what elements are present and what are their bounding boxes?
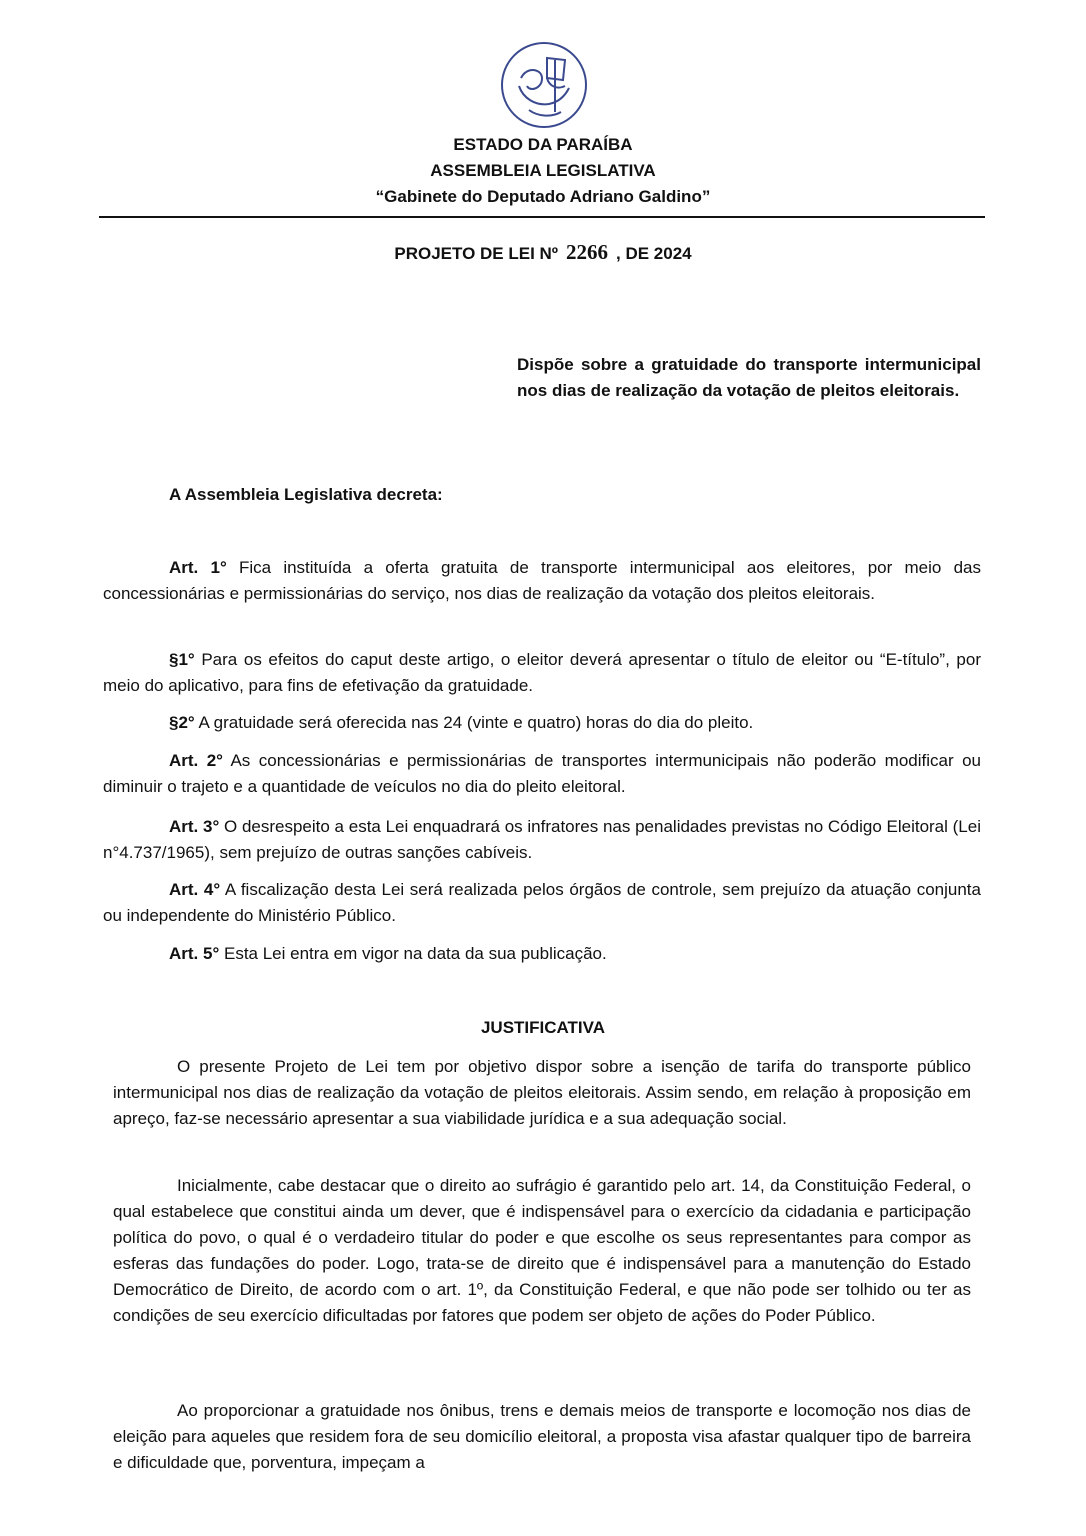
article-4 [103, 877, 981, 929]
article-text: Para os efeitos do caput deste artigo, o eleitor deverá apresentar o título de eleitor ou “E-título”, por meio do aplicativo, para fins de efetivação da gratuidade. [103, 650, 981, 695]
bill-ementa: Dispõe sobre a gratuidade do transporte intermunicipal nos dias de realização da votação de pleitos eleitorais. [517, 355, 981, 400]
justification-paragraph: Ao proporcionar a gratuidade nos ônibus, trens e demais meios de transporte e locomoção nos dias de eleição para aqueles que residem fora de seu domicílio eleitoral, a proposta visa afastar qualquer tipo de barreira e dificuldade que, porventura, impeçam a [113, 1401, 971, 1472]
article-text: O desrespeito a esta Lei enquadrará os infratores nas penalidades previstas no Código Eleitoral (Lei n°4.737/1965), sem prejuízo de outras sanções cabíveis. [103, 817, 981, 862]
article-label: Art. 3° [169, 817, 220, 836]
article-2 [103, 748, 981, 800]
article-text: A gratuidade será oferecida nas 24 (vinte e quatro) horas do dia do pleito. [194, 713, 754, 732]
bill-prefix: PROJETO DE LEI Nº [394, 244, 559, 263]
article-label: §2° [169, 713, 195, 732]
article-text: A fiscalização desta Lei será realizada pelos órgãos de controle, sem prejuízo da atuação conjunta ou independente do Ministério Público. [103, 880, 981, 925]
assembly-emblem-icon [499, 40, 589, 130]
article-label: Art. 4° [169, 880, 221, 899]
paragraph-2 [103, 710, 981, 736]
article-1 [103, 555, 981, 607]
bill-suffix: , DE 2024 [616, 244, 692, 263]
header-state: ESTADO DA PARAÍBA [453, 135, 633, 154]
bill-title [0, 240, 1086, 265]
article-label: Art. 1° [169, 558, 227, 577]
article-label: §1° [169, 650, 195, 669]
article-text: Fica instituída a oferta gratuita de transporte intermunicipal aos eleitores, por meio das concessionárias e permissionárias do serviço, nos dias de realização da votação dos pleitos eleitorais. [103, 558, 981, 603]
article-3 [103, 814, 981, 866]
article-5 [103, 941, 981, 967]
header-assembly: ASSEMBLEIA LEGISLATIVA [430, 161, 656, 180]
article-label: Art. 5° [169, 944, 220, 963]
justification-title: JUSTIFICATIVA [480, 1018, 606, 1037]
header-office: “Gabinete do Deputado Adriano Galdino” [375, 187, 711, 206]
paragraph-1 [103, 647, 981, 699]
justification-paragraph: O presente Projeto de Lei tem por objetivo dispor sobre a isenção de tarifa do transporte público intermunicipal nos dias de realização da votação de pleitos eleitorais. Assim sendo, em relação à proposição em apreço, faz-se necessário apresentar a sua viabilidade jurídica e a sua adequação social. [113, 1057, 971, 1128]
enacting-clause: A Assembleia Legislativa decreta: [169, 485, 443, 504]
article-text: Esta Lei entra em vigor na data da sua publicação. [219, 944, 607, 963]
article-label: Art. 2° [169, 751, 223, 770]
header-divider [99, 216, 985, 218]
bill-number: 2266 [566, 240, 609, 264]
article-text: As concessionárias e permissionárias de transportes intermunicipais não poderão modificar ou diminuir o trajeto e a quantidade de veículos no dia do pleito eleitoral. [103, 751, 981, 796]
justification-paragraph: Inicialmente, cabe destacar que o direito ao sufrágio é garantido pelo art. 14, da Constituição Federal, o qual estabelece que constitui ainda um dever, que é indispensável para o exercício da cidadania e participação política do povo, o qual é o verdadeiro titular do poder e que escolhe os seus representantes para compor as esferas das fundações do poder. Logo, trata-se de direito que é indispensável para a manutenção do Estado Democrático de Direito, de acordo com o art. 1º, da Constituição Federal, e que não pode ser tolhido ou ter as condições de seu exercício dificultadas por fatores que podem ser objeto de ações do Poder Público. [113, 1176, 971, 1325]
